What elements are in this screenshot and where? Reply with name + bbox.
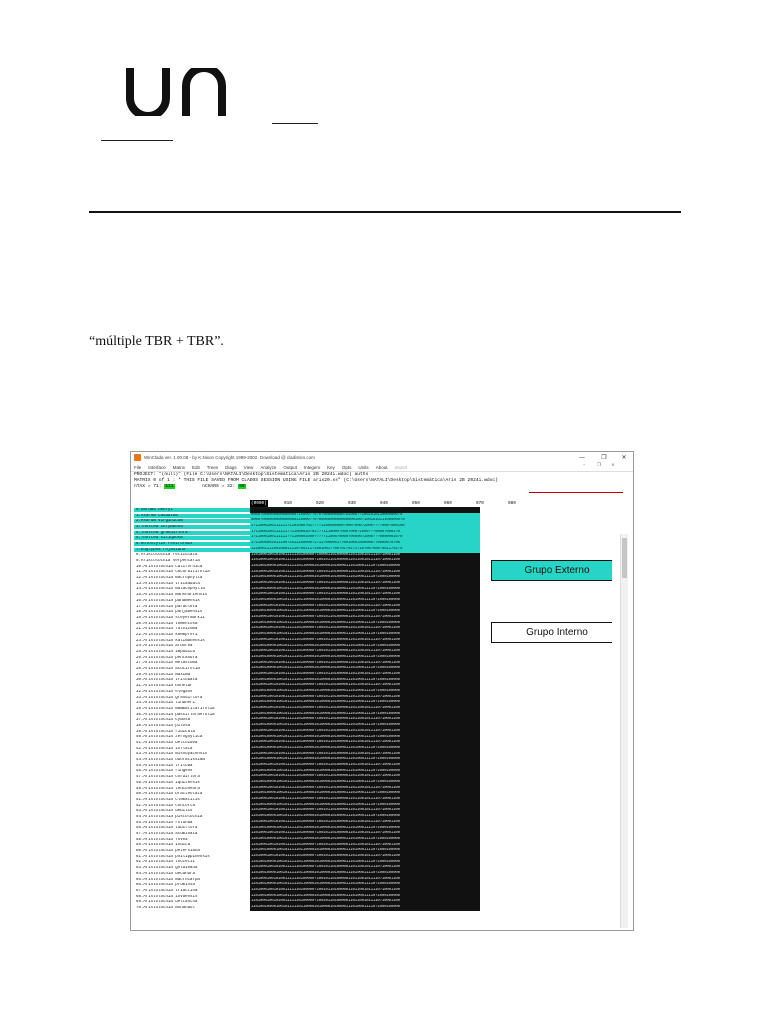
character-states[interactable]: 1101000100101001111110100000?1001011010000011011001011110?10001100 (250, 729, 480, 735)
taxon-name[interactable]: 27.Aristolochia melastoma (136, 661, 198, 666)
taxon-name[interactable]: 11.Aristolochia cucurbitifolia (136, 570, 210, 575)
character-states[interactable]: 1101001000010010111110110000101000010100001110100011110?1000100000 (250, 780, 480, 786)
taxon-name[interactable]: 1.Asarum caudatum (134, 514, 250, 518)
taxon-name[interactable]: 9.Aristolochia serpentaria (136, 559, 200, 564)
grupo-externo-label: Grupo Externo (491, 560, 612, 581)
project-info-line: PROJECT: "(null)" (File C:\Users\NATALI\Desktop\Sistemática\Aris 2B 2024i.wdoc) auths (134, 472, 369, 477)
taxon-name[interactable]: 57.Aristolochia acuminata (136, 832, 198, 837)
taxon-name[interactable]: 18.Aristolochia punjabensis (136, 610, 203, 615)
taxon-name[interactable]: 13.Aristolochia tricaudata (136, 581, 200, 586)
character-states[interactable]: 1101001000010010111110110000101000010100001110100011110?1000100000 (250, 791, 480, 797)
character-states[interactable]: 1101001000010010111110110000101000010100001110100011110?1000100000 (250, 882, 480, 888)
taxon-name[interactable]: 30.Aristolochia trilobata (136, 678, 198, 683)
maximize-button[interactable]: ❐ (601, 454, 607, 461)
character-states[interactable]: 1101001000010010111110110000101000010100001110100011110?1000100000 (250, 837, 480, 843)
menu-integers[interactable]: Integers (303, 464, 321, 470)
ntax-badge: 111 (165, 484, 174, 489)
character-states[interactable]: 1?11000100111111??11000010?01???1110000?000?000?1000???0000?0001?0 (250, 530, 480, 536)
character-states[interactable]: 1101001000010010111110110000101000010100001110100011110?1000100000 (250, 700, 480, 706)
character-states[interactable]: 1101001000010010111110110000101000010100001110100011110?1000100000 (250, 598, 480, 604)
taxon-name[interactable]: 25.Aristolochia impudica (136, 650, 195, 655)
taxon-name[interactable]: 70.Aristolochia monandul (136, 905, 195, 910)
taxon-name[interactable]: 58.Aristolochia fovea (136, 837, 188, 842)
taxon-name[interactable]: 61.Aristolochia philippinensis (136, 854, 210, 859)
menu-edit[interactable]: Edit (192, 464, 200, 470)
vertical-scrollbar[interactable] (620, 534, 628, 928)
character-states[interactable]: 1?11000100111111?1101000?01????1100000000?000?000?2000????000?000100 (250, 524, 480, 530)
character-states[interactable]: 1101000100101001111110100000?1001011010000011011001011110?10001100 (250, 877, 480, 883)
character-states[interactable]: 1101001000010010111110110000101000010100001110100011110?1000100000 (250, 803, 480, 809)
menu-import[interactable]: Import (394, 464, 408, 470)
taxon-name[interactable]: 15.Aristolochia manshuriensis (136, 593, 208, 598)
taxon-name[interactable]: 6.Holostylis reniformis (134, 542, 250, 546)
menu-opts[interactable]: Opts (341, 464, 352, 470)
character-states[interactable]: 1101000100101001111110100000?1001011010000011011001011110?10001100 (250, 786, 480, 792)
character-states[interactable]: 1101000100101001111110100000?1001011010000011011001011110?10001100 (250, 558, 480, 564)
taxon-name[interactable]: 4.Thottea grandiflora (134, 531, 250, 535)
character-states[interactable]: 1?11000100111111??1100001000?????11000?0000?00000?2000???00000010?0 (250, 535, 480, 541)
ruler-tick: 050 (412, 501, 420, 506)
matrix-info-line: MATRIX 0 of 1 : * THIS FILE SAVED FROM CLADOS SESSION USING FILE aris20.ss" (C:\Users\NATALI\Desktop\Sistemática\Aris 2B 2024i.wdoc) (134, 478, 498, 483)
taxon-name[interactable]: 45.Aristolochia triloba (136, 763, 193, 768)
character-states[interactable]: 1101000100101001111110100000?1001011010000011011001011110?10001100 (250, 899, 480, 905)
taxon-name[interactable]: 26.Aristolochia pentandra (136, 655, 198, 660)
column-ruler (134, 500, 612, 507)
matrix-grid[interactable] (134, 500, 612, 930)
character-states[interactable]: 1101000100101001111110100000?1001011010000011011001011110?10001100 (250, 763, 480, 769)
character-states[interactable]: 1101000100101001111110100000?1001011010000011011001011110?10001100 (250, 661, 480, 667)
header-rule-left (101, 140, 173, 141)
character-states[interactable]: 1101001000010010111110110000101000010100001110100011110?1000100000 (250, 871, 480, 877)
taxon-name[interactable]: 29.Aristolochia maxima (136, 672, 191, 677)
taxon-name[interactable]: 20.Aristolochia tomentosa (136, 621, 198, 626)
character-states[interactable]: 1101001000010010111110110000101000010100001110100011110?1000100000 (250, 814, 480, 820)
taxon-name[interactable]: 49.Aristolochia leuconeura (136, 786, 200, 791)
taxon-name[interactable]: 54.Aristolochia pistolochia (136, 814, 203, 819)
character-states[interactable]: 0000?000000000000000?10000??0?0?000000000?01000??1001010110000000?0 (250, 513, 480, 519)
mdi-minimize-icon[interactable]: – (583, 463, 586, 468)
taxon-name[interactable]: 55.Aristolochia rotunda (136, 820, 193, 825)
character-states[interactable]: 1101001000010010111110110000101000010100001110100011110?1000100000 (250, 757, 480, 763)
character-states[interactable]: 1101000100101001111110100000?1001011010000011011001011110?10001100 (250, 843, 480, 849)
menu-key[interactable]: Key (327, 464, 335, 470)
taxon-name[interactable]: 24.Aristolochia arborea (136, 644, 193, 649)
character-states[interactable]: 1101000100101001111110100000?1001011010000011011001011110?10001100 (250, 740, 480, 746)
character-states[interactable]: 1101001000010010111110110000101000010100001110100011110?1000100000 (250, 905, 480, 911)
window-titlebar (131, 452, 633, 463)
menu-about[interactable]: About (375, 464, 388, 470)
character-states[interactable]: 1?11000001011100?1011100000?1?11?000001??0010001000000??00000?0?00 (250, 541, 480, 547)
character-states[interactable]: 1101000100101001111110100000?1001011010000011011001011110?10001100 (250, 854, 480, 860)
taxon-name[interactable]: 64.Aristolochia decandra (136, 871, 195, 876)
taxon-name[interactable]: 2.Asarum virginicum (134, 519, 250, 523)
character-states[interactable]: 1101001000010010111110110000101000010100001110100011110?1000100000 (250, 769, 480, 775)
menu-interface[interactable]: Interface (148, 464, 166, 470)
character-states[interactable]: 1101000100101001111110100000?1001011010000011011001011110?10001100 (250, 592, 480, 598)
minimize-button[interactable]: — (579, 454, 585, 461)
taxon-name[interactable]: 65.Aristolochia macrocarpa (136, 877, 200, 882)
character-states[interactable]: 1101000100101001111110100000?1001011010000011011001011110?10001100 (250, 820, 480, 826)
taxon-name[interactable]: 23.Aristolochia kalimanensis (136, 638, 205, 643)
character-states[interactable]: 1101000100101001111110100000?1001011010000011011001011110?10001100 (250, 706, 480, 712)
taxon-name[interactable]: 19.Aristolochia steyermarkii (136, 615, 205, 620)
character-states[interactable]: 1101001000010010111110110000101000010100001110100011110?1000100000 (250, 564, 480, 570)
taxon-name[interactable]: 21.Aristolochia fulvicoma (136, 627, 198, 632)
character-states[interactable]: 1101001000010010111110110000101000010100001110100011110?1000100000 (250, 575, 480, 581)
ruler-tick: 080 (508, 501, 516, 506)
ruler-tick: 020 (316, 501, 324, 506)
taxon-name[interactable]: 3.Thottea corymbosa (134, 525, 250, 529)
taxon-name[interactable]: 52.Aristolochia contorta (136, 803, 195, 808)
taxon-name[interactable]: 10.Aristolochia californica (136, 564, 203, 569)
menu-output[interactable]: Output (283, 464, 297, 470)
taxon-name[interactable]: 33.Aristolochia grandiflora (136, 695, 203, 700)
nchars-label: nCHARS = 32: (202, 484, 236, 489)
character-states[interactable]: 1101001000010010111110110000101000010100001110100011110?1000100000 (250, 894, 480, 900)
character-states[interactable]: 1101000100101001111110100000?1001011010000011011001011110?10001100 (250, 717, 480, 723)
menu-view[interactable]: View (243, 464, 254, 470)
matrix-row[interactable] (134, 905, 480, 911)
matrix-rows (134, 507, 480, 911)
taxon-name[interactable]: 5.Thottea siliquosa (134, 536, 250, 540)
taxon-name[interactable]: 12.Aristolochia macrophylla (136, 576, 203, 581)
character-states[interactable]: 1101001000010010111110110000101000010100001110100011110?1000100000 (250, 848, 480, 854)
character-states[interactable]: 1101000100101001111110100000?1001011010000011011001011110?10001100 (250, 797, 480, 803)
character-states[interactable]: 1101001000010010111110110000101000010100001110100011110?1000100000 (250, 723, 480, 729)
taxon-name[interactable]: 47.Aristolochia cordiflora (136, 775, 200, 780)
character-states[interactable]: 1101000100101001111110100000?1001011010000011011001011110?10001100 (250, 752, 480, 758)
university-logo (126, 68, 230, 116)
character-states[interactable]: 1101001000010010111110110000101000010100001110100011110?1000100000 (250, 826, 480, 832)
taxon-name[interactable]: 8.Aristolochia reticulata (136, 553, 198, 558)
character-states[interactable]: 1101000100101001111110100000?1000011010000011011001011110?10001100 (250, 553, 480, 559)
menu-trees[interactable]: Trees (206, 464, 219, 470)
character-states[interactable]: 1101001000010010111110110000101000010100001110100011110?1000100000 (250, 678, 480, 684)
character-states[interactable]: 1101001000010010111110110000101000010100001110100011110?1000100000 (250, 655, 480, 661)
nchars-badge: 60 (239, 484, 245, 489)
window-title: WinClada ver. 1.00.08 - by K.Nixon Copyright 1999-2002. Download @ cladistics.com (144, 455, 315, 460)
grupo-interno-label: Grupo Interno (491, 622, 612, 643)
character-states[interactable]: 1101001000010010111110110000101000010100001110100011110?1000100000 (250, 587, 480, 593)
taxon-name[interactable]: 36.Aristolochia passifloraefolia (136, 712, 215, 717)
mdi-restore-icon[interactable]: ❐ (597, 463, 602, 468)
taxon-name[interactable]: 7.Euglypha rojasiana (134, 548, 250, 552)
menu-analyze[interactable]: Analyze (260, 464, 277, 470)
taxon-name[interactable]: 62.Aristolochia thozetii (136, 860, 195, 865)
taxon-name[interactable]: 35.Aristolochia mammarilarifolia (136, 706, 215, 711)
section-divider (89, 211, 681, 213)
taxon-name[interactable]: 41.Aristolochia deltoidea (136, 741, 198, 746)
character-states[interactable]: 100000?0000000000000?0000000?00000000000000000000000000000000000000 (250, 507, 480, 513)
character-states[interactable]: 111000111100100011110?00111?1001001??00?01?01?1?10?00?000?0011?01?0 (250, 547, 480, 553)
taxon-name[interactable]: 56.Aristolochia tubiflora (136, 826, 198, 831)
ruler-tick: 040 (380, 501, 388, 506)
character-states[interactable]: 1101000100101001111110100000?1001011010000011011001011110?10001100 (250, 672, 480, 678)
character-states[interactable]: 1101001000010010111110110000101000010100001110100011110?1000100000 (250, 632, 480, 638)
character-states[interactable]: 1101001000010010111110110000101000010100001110100011110?1000100000 (250, 689, 480, 695)
taxon-name[interactable]: 22.Aristolochia kaempferi (136, 632, 198, 637)
menu-diags[interactable]: Diags (225, 464, 237, 470)
character-states[interactable]: 1101001000010010111110110000101000010100001110100011110?1000100000 (250, 712, 480, 718)
character-states[interactable]: 1101001000010010111110110000101000010100001110100011110?1000100000 (250, 666, 480, 672)
taxon-name[interactable]: 34.Aristolochia lindneri (136, 701, 195, 706)
character-states[interactable]: 1101000100101001111110100000?1001011010000011011001011110?10001100 (250, 626, 480, 632)
character-states[interactable]: 0000?000000000000000110000??0?0000000000000000100?1001010111000000?0 (250, 518, 480, 524)
taxon-name[interactable]: 63.Aristolochia goldieana (136, 866, 198, 871)
character-states[interactable]: 1101000100101001111110100000?1001011010000011011001011110?10001100 (250, 865, 480, 871)
taxon-name[interactable]: 38.Aristolochia pilosa (136, 723, 191, 728)
winclada-window (130, 451, 634, 931)
taxon-name[interactable]: 43.Aristolochia mishuyacensis (136, 752, 208, 757)
character-states[interactable]: 1101001000010010111110110000101000010100001110100011110?1000100000 (250, 746, 480, 752)
taxon-name[interactable]: 14.Aristolochia malacophylla (136, 587, 205, 592)
character-states[interactable]: 1101000100101001111110100000?1001011010000011011001011110?10001100 (250, 615, 480, 621)
scrollbar-thumb[interactable] (622, 538, 627, 578)
character-states[interactable]: 1101001000010010111110110000101000010100001110100011110?1000100000 (250, 735, 480, 741)
taxon-name[interactable]: 53.Aristolochia debilis (136, 809, 193, 814)
close-button[interactable]: ✕ (621, 454, 627, 461)
character-states[interactable]: 1101000100101001111110100000?1001011010000011011001011110?10001100 (250, 570, 480, 576)
mdi-close-icon[interactable]: × (611, 463, 615, 468)
taxon-name[interactable]: 67.Aristolochia triactina (136, 888, 198, 893)
taxon-name[interactable]: 69.Aristolochia deltantha (136, 900, 198, 905)
character-states[interactable]: 1101000100101001111110100000?1001011010000011011001011110?10001100 (250, 649, 480, 655)
taxon-name[interactable]: 44.Aristolochia odoratissima (136, 758, 205, 763)
taxon-name[interactable]: 48.Aristolochia iquitensis (136, 780, 200, 785)
taxon-name[interactable]: 46.Aristolochia ringens (136, 769, 193, 774)
taxon-name[interactable]: 60.Aristolochia petersiana (136, 849, 200, 854)
taxon-name[interactable]: 51.Aristolochia clematitis (136, 797, 200, 802)
character-states[interactable]: 1101001000010010111110110000101000010100001110100011110?1000100000 (250, 621, 480, 627)
app-icon (134, 454, 141, 461)
character-states[interactable]: 1101000100101001111110100000?1001011010000011011001011110?10001100 (250, 683, 480, 689)
taxon-name[interactable]: 28.Aristolochia acutifolia (136, 667, 200, 672)
character-states[interactable]: 1101001000010010111110110000101000010100001110100011110?1000100000 (250, 609, 480, 615)
character-states[interactable]: 1101000100101001111110100000?1001011010000011011001011110?10001100 (250, 695, 480, 701)
taxon-name[interactable]: 31.Aristolochia bonelar (136, 684, 193, 689)
menu-file[interactable]: File (134, 464, 142, 470)
taxon-name[interactable]: 66.Aristolochia promissa (136, 883, 195, 888)
character-states[interactable]: 1101000100101001111110100000?1001011010000011011001011110?10001100 (250, 581, 480, 587)
counts-line (131, 484, 633, 490)
taxon-name[interactable]: 40.Aristolochia zeroghytica (136, 735, 203, 740)
menu-units[interactable]: Units (358, 464, 369, 470)
ruler-tick: 070 (476, 501, 484, 506)
ruler-tick: 060 (444, 501, 452, 506)
body-paragraph: “múltiple TBR + TBR”. (89, 334, 224, 349)
taxon-name[interactable]: 42.Aristolochia inflata (136, 746, 193, 751)
ruler-tick: 030 (348, 501, 356, 506)
menu-matrix[interactable]: Matrix (172, 464, 186, 470)
taxon-name[interactable]: 37.Aristolochia cymosa (136, 718, 191, 723)
taxon-name[interactable]: 39.Aristolochia ridicula (136, 729, 195, 734)
ruler-tick: 010 (284, 501, 292, 506)
taxon-name[interactable]: 50.Aristolochia bracteolata (136, 792, 203, 797)
taxon-name[interactable]: 0.Saruma henryi (134, 508, 250, 512)
menu-bar (131, 463, 633, 472)
ruler-tick: (0000) (251, 501, 267, 506)
character-states[interactable]: 1101000100101001111110100000?1001011010000011011001011110?10001100 (250, 604, 480, 610)
character-states[interactable]: 1101000100101001111110100000?1001011010000011011001011110?10001100 (250, 774, 480, 780)
taxon-name[interactable]: 17.Aristolochia paracleta (136, 604, 198, 609)
character-states[interactable]: 1101000100101001111110100000?1001011010000011011001011110?10001100 (250, 808, 480, 814)
character-states[interactable]: 1101000100101001111110100000?1001011010000011011001011110?10001100 (250, 831, 480, 837)
taxon-name[interactable]: 16.Aristolochia panamensis (136, 598, 200, 603)
character-states[interactable]: 1101001000010010111110110000101000010100001110100011110?1000100000 (250, 644, 480, 650)
character-states[interactable]: 1101000100101001111110100000?1001011010000011011001011110?10001100 (250, 638, 480, 644)
accent-line (529, 492, 623, 493)
ntax-label: nTAX = 71: (134, 484, 162, 489)
taxon-name[interactable]: 32.Aristolochia elegans (136, 689, 193, 694)
character-states[interactable]: 1101001000010010111110110000101000010100001110100011110?1000100000 (250, 860, 480, 866)
taxon-name[interactable]: 59.Aristolochia indica (136, 843, 191, 848)
taxon-name[interactable]: 68.Aristolochia iovaensis (136, 894, 198, 899)
character-states[interactable]: 1101000100101001111110100000?1001011010000011011001011110?10001100 (250, 888, 480, 894)
header-rule-short (272, 123, 318, 124)
